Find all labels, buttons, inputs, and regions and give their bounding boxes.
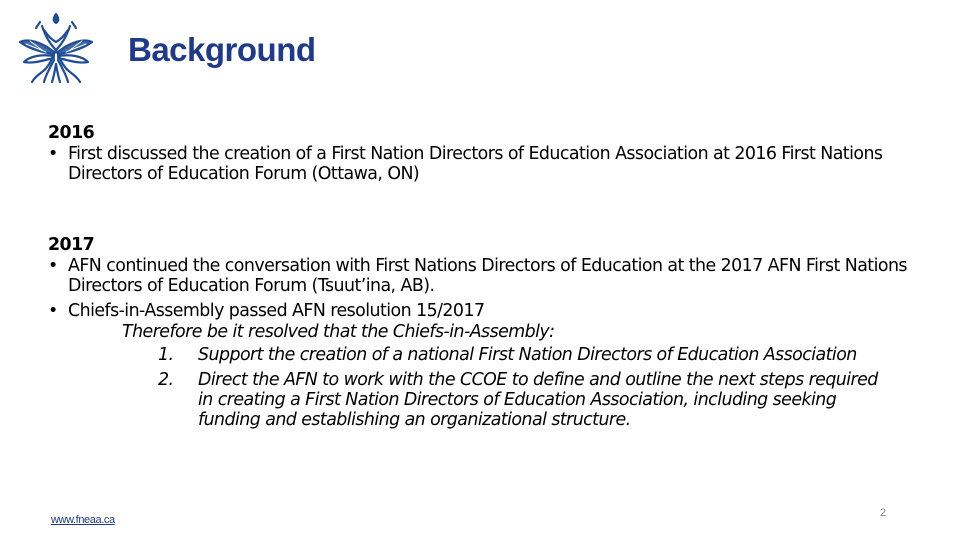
- lotus-logo-icon: [12, 8, 100, 88]
- bullet-item: [48, 144, 908, 184]
- resolution-item-text: Support the creation of a national First Nation Directors of Education Association: [198, 345, 857, 365]
- resolution-item-number: 2.: [158, 370, 174, 390]
- bullet-text: Chiefs-in-Assembly passed AFN resolution 15/2017: [68, 301, 485, 321]
- bullet-icon: •: [48, 144, 58, 164]
- resolution-item-text: Direct the AFN to work with the CCOE to define and outline the next steps required in creating a First Nation Directors of Education Association, including seeking funding and establishing an organizational structure.: [198, 370, 878, 430]
- website-link[interactable]: www.fneaa.ca: [51, 514, 115, 526]
- resolution-item: [48, 370, 878, 430]
- section-2016: [48, 122, 908, 184]
- section-year: 2017: [48, 235, 95, 255]
- bullet-text: First discussed the creation of a First Nation Directors of Education Association at 2016 First Nations Directors of Education Forum (Ottawa, ON): [68, 144, 883, 184]
- resolution-item-number: 1.: [158, 345, 174, 365]
- bullet-text: AFN continued the conversation with First Nations Directors of Education at the 2017 AFN First Nations Directors of Education Forum (Tsuut’ina, AB).: [68, 256, 907, 296]
- section-year: 2016: [48, 123, 95, 143]
- bullet-item: [48, 301, 908, 321]
- bullet-icon: •: [48, 256, 58, 276]
- resolution-block: [48, 322, 908, 430]
- slide-body: [48, 122, 908, 435]
- bullet-icon: •: [48, 301, 58, 321]
- resolution-item: [48, 345, 878, 365]
- bullet-item: [48, 256, 908, 296]
- slide-title: Background: [128, 31, 316, 68]
- resolution-intro: Therefore be it resolved that the Chiefs-in-Assembly:: [122, 322, 555, 342]
- page-number: 2: [880, 507, 887, 519]
- section-2017: [48, 234, 908, 430]
